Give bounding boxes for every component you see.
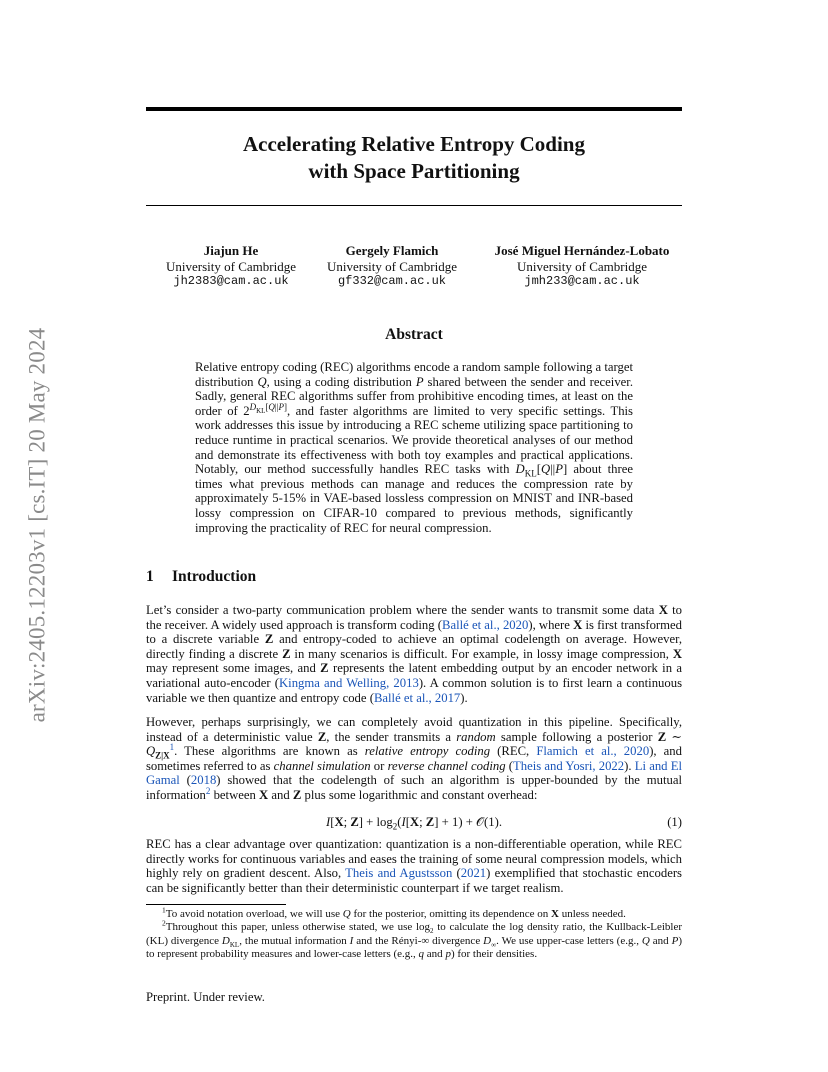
citation-link[interactable]: Ballé et al., 2020 [442, 617, 529, 632]
arxiv-identifier-text: arXiv:2405.12203v1 [cs.IT] 20 May 2024 [24, 327, 50, 723]
title-bottom-rule [146, 205, 682, 206]
author-email: jh2383@cam.ac.uk [173, 274, 289, 288]
author-name: José Miguel Hernández-Lobato [494, 243, 670, 258]
section-number: 1 [146, 568, 154, 585]
citation-link[interactable]: Flamich et al., 2020 [536, 744, 650, 759]
footnote-rule [146, 904, 286, 905]
title-top-rule [146, 107, 682, 111]
author-1 [156, 243, 306, 290]
footnote-2: $^2$Throughout this paper, unless otherwise stated, we use $\log_2$ to calculate the log density ratio, the Kullback-Leibler (KL) divergence $D_{KL}$, the mutual information I and the Rényi-∞ divergence $D_\infty$. We use upper-case letters (e.g., Q and P) to represent probability measures and lower-case letters (e.g., q and p) for their densities. [146, 918, 683, 961]
author-name: Jiajun He [203, 243, 259, 258]
author-block [146, 243, 682, 293]
author-2 [317, 243, 467, 290]
preprint-footer: Preprint. Under review. [146, 990, 265, 1004]
paper-title [146, 131, 682, 185]
section-heading [146, 568, 256, 586]
section-title: Introduction [172, 568, 257, 585]
paragraph-1: Let’s consider a two-party communication problem where the sender wants to transmit some data X to the receiver. A widely used approach is transform coding (Ballé et al., 2020), where X is first transformed to a discrete variable Z and entropy-coded to achieve an optimal codelength on average. However, directly finding a discrete Z in many scenarios is difficult. For example, in lossy image compression, X may represent some images, and Z represents the latent embedding output by an encoder network in a variational auto-encoder (Kingma and Welling, 2013). A common solution is to first learn a continuous variable we then quantize and entropy code (Ballé et al., 2017). [146, 603, 683, 705]
author-name: Gergely Flamich [345, 243, 439, 258]
citation-link[interactable]: Theis and Yosri, 2022 [513, 758, 625, 773]
equation-expression: I[X; $Z] + \log_2(I[X$; Z] + 1) + 𝒪(1). [325, 815, 503, 832]
abstract-heading: Abstract [385, 326, 443, 343]
paragraph-3: REC has a clear advantage over quantization: quantization is a non-differentiable operation, while REC directly works for continuous variables and eases the training of some neural compression models, which highly rely on gradient descent. Also, Theis and Agustsson (2021) exemplified that stochastic encoders can be significantly better than their deterministic counterpart if we target realism. [146, 837, 682, 895]
citation-link[interactable]: 2018 [190, 773, 217, 788]
citation-link[interactable]: Kingma and Welling, 2013 [279, 675, 419, 690]
paragraph-2: However, perhaps surprisingly, we can completely avoid quantization in this pipeline. Specifically, instead of a deterministic value Z, the sender transmits a random sample following a posterior Z ∼ $Q_{Z|X}^1$. These algorithms are known as relative entropy coding (REC, Flamich et al., 2020), and sometimes referred to as channel simulation or reverse channel coding (Theis and Yosri, 2022). Li and El Gamal (2018) showed that the codelength of such an algorithm is upper-bounded by the mutual information$^2$ between X and Z plus some logarithmic and constant overhead: [146, 715, 682, 802]
citation-link[interactable]: Ballé et al., 2017 [373, 690, 461, 705]
abstract-text: Relative entropy coding (REC) algorithms encode a random sample following a target distribution Q, using a coding distribution P shared between the sender and receiver. Sadly, general REC algorithms suffer from prohibitive encoding times, at least on the order of $2^{D_{KL}[Q||P]}$, and faster algorithms are limited to very specific settings. This work addresses this issue by introducing a REC scheme utilizing space partitioning to reduce runtime in practical scenarios. We provide theoretical analyses of our method and demonstrate its effectiveness with both toy examples and practical applications. Notably, our method successfully handles REC tasks with $D_{KL}[Q||P]$ about three times what previous methods can manage and reduces the compression rate by approximately 5-15% in VAE-based lossless compression on MNIST and INR-based lossy compression on CIFAR-10 compared to previous methods, significantly improving the practicality of REC for neural compression. [195, 360, 633, 535]
footnote-1: $^1$To avoid notation overload, we will use Q for the posterior, omitting its dependence on X unless needed. [162, 905, 626, 920]
author-affiliation: University of Cambridge [327, 258, 457, 274]
author-email: jmh233@cam.ac.uk [524, 274, 640, 288]
citation-link[interactable]: Theis and Agustsson [345, 866, 453, 881]
arxiv-side-identifier [14, 290, 60, 760]
author-affiliation: University of Cambridge [517, 258, 647, 274]
author-affiliation: University of Cambridge [166, 258, 296, 274]
author-3 [482, 243, 682, 290]
title-line-1: Accelerating Relative Entropy Coding [243, 132, 585, 156]
citation-link[interactable]: 2021 [460, 866, 487, 881]
citation-link[interactable]: Li and El Gamal [146, 758, 682, 788]
footnotes [146, 905, 683, 962]
title-line-2: with Space Partitioning [308, 159, 520, 183]
equation-1 [146, 814, 682, 830]
author-email: gf332@cam.ac.uk [337, 274, 447, 288]
equation-number: (1) [667, 815, 682, 829]
